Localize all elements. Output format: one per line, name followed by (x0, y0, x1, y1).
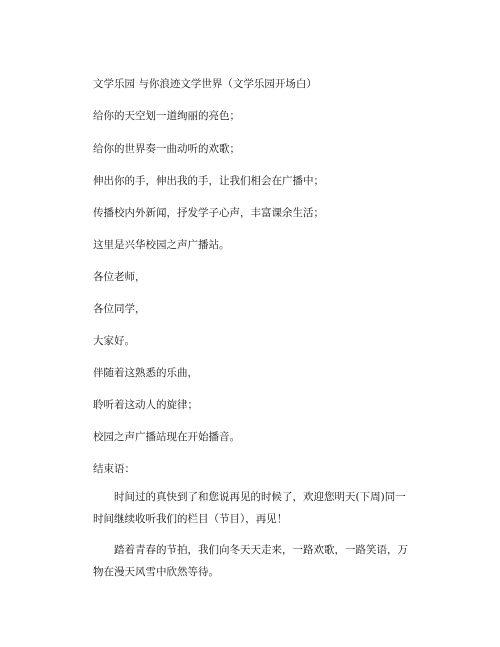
text-line-5: 这里是兴华校园之声广播站。 (93, 239, 230, 251)
text-line-11: 校园之声广播站现在开始播音。 (93, 431, 240, 443)
text-line-9: 伴随着这熟悉的乐曲， (93, 367, 198, 379)
text-line-4: 传播校内外新闻，抒发学子心声，丰富课余生活； (93, 207, 324, 219)
text-line-10: 聆听着这动人的旋律； (93, 399, 198, 411)
closing-paragraph-2: 踏着青春的节拍，我们向冬天天走来，一路欢歌，一路笑语，万物在漫天风雪中欣然等待。 (93, 544, 408, 578)
closing-heading: 结束语： (93, 463, 135, 475)
text-line-1: 给你的天空划一道绚丽的亮色； (93, 110, 240, 122)
closing-paragraph-1: 时间过的真快到了和您说再见的时候了，欢迎您明天(下周)同一时间继续收听我们的栏目（节目），再见！ (93, 491, 406, 525)
text-line-7: 各位同学， (93, 303, 146, 315)
text-line-6: 各位老师， (93, 271, 146, 283)
text-line-2: 给你的世界奏一曲动听的欢歌； (93, 143, 240, 155)
text-line-8: 大家好。 (93, 335, 135, 347)
text-line-3: 伸出你的手，伸出我的手，让我们相会在广播中； (93, 175, 324, 187)
document-title: 文学乐园 与你浪迹文学世界（文学乐园开场白） (93, 78, 317, 90)
